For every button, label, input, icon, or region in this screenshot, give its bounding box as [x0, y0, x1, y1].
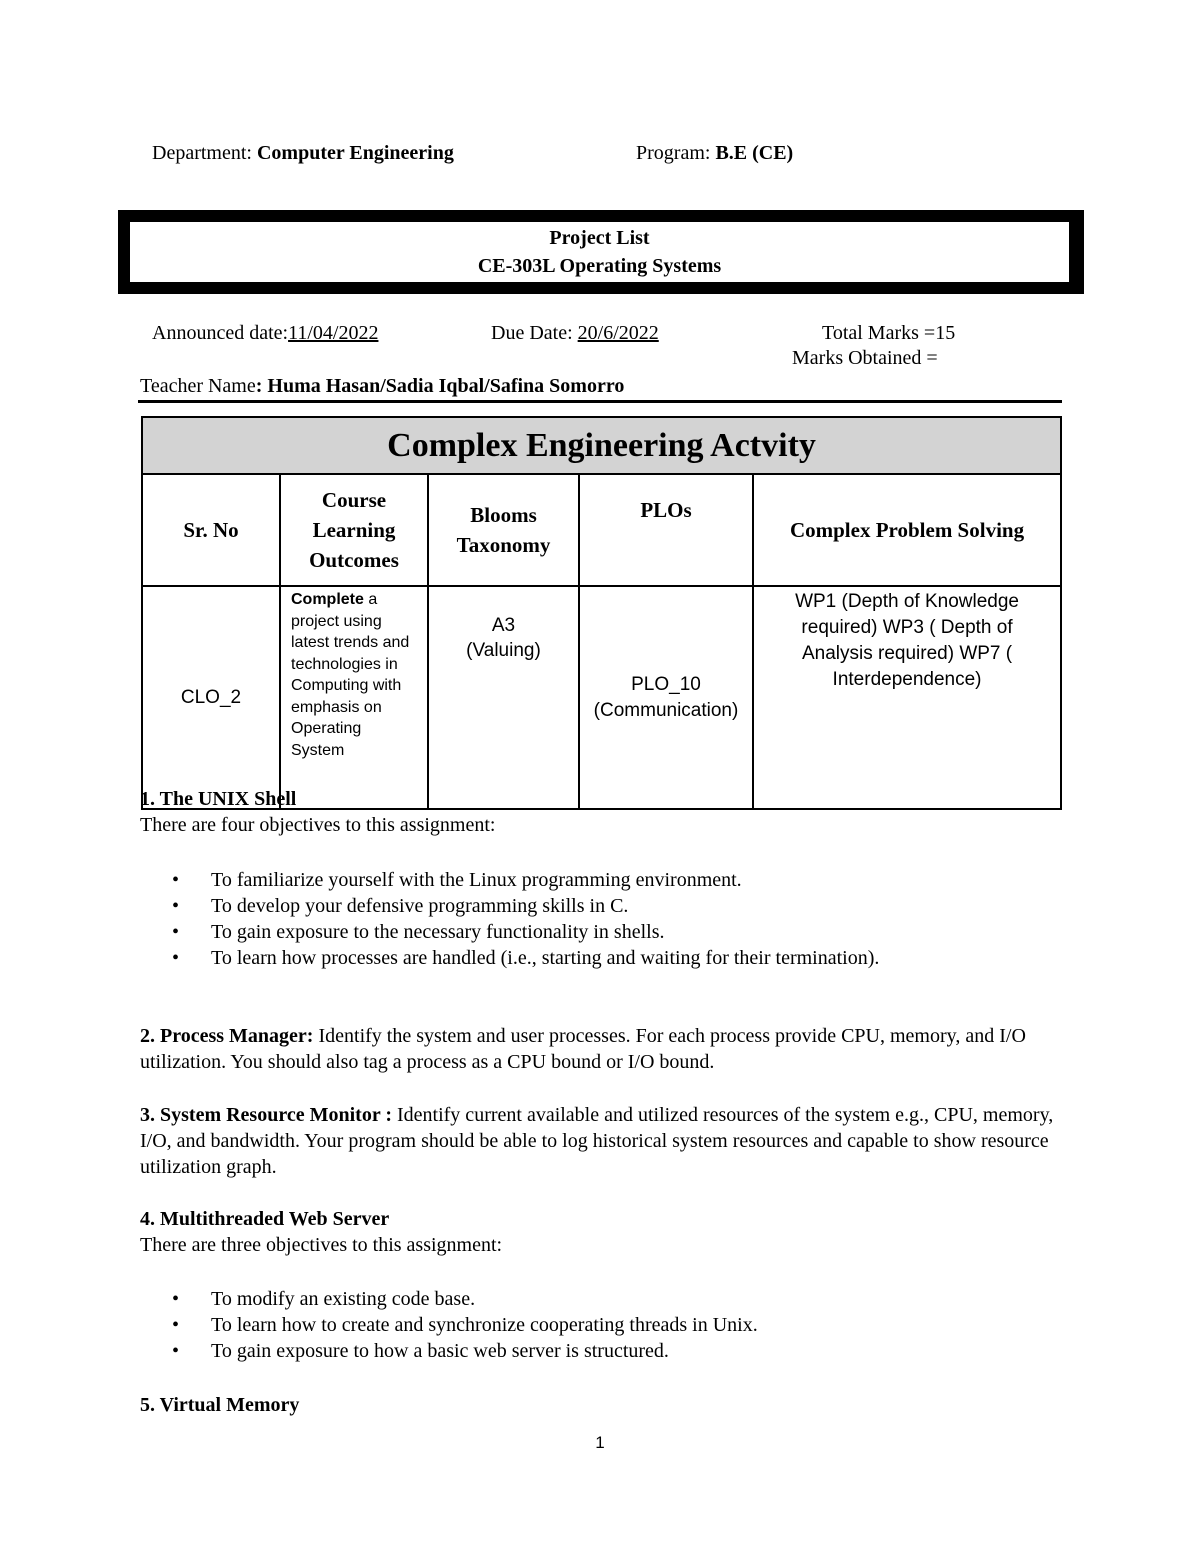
announced-date: [152, 322, 378, 345]
announced-value: 11/04/2022: [288, 322, 379, 344]
department-value: Computer Engineering: [256, 142, 454, 164]
section-1-bullets: [140, 867, 1060, 971]
section-4: [140, 1206, 1060, 1258]
section-4-title: 4. Multithreaded Web Server: [140, 1208, 390, 1230]
blooms-name: (Valuing): [466, 640, 541, 661]
program-value: B.E (CE): [715, 142, 794, 164]
department-label: Department:: [152, 142, 257, 164]
title-box: [118, 210, 1084, 294]
teacher-value: : Huma Hasan/Sadia Iqbal/Safina Somorro: [255, 375, 625, 397]
section-2-text: Identify the system and user processes. For each process provide CPU, memory, and I/O utilization. You should also tag a process as a CPU bound or I/O bound.: [140, 1025, 1026, 1073]
program-label: Program:: [636, 142, 716, 164]
complex-engineering-table: [141, 416, 1062, 810]
list-item: • To familiarize yourself with the Linux programming environment.: [140, 867, 1060, 893]
section-4-intro: There are three objectives to this assignment:: [140, 1234, 503, 1256]
column-header: Course Learning Outcomes: [280, 474, 428, 586]
plo-code: PLO_10: [631, 673, 701, 695]
section-3-title: 3. System Resource Monitor :: [140, 1104, 392, 1126]
blooms-level: A3: [491, 615, 516, 636]
divider-rule: [138, 400, 1062, 403]
blooms-cell: [428, 586, 579, 809]
plo-name: (Communication): [593, 699, 739, 721]
table-row: [142, 586, 1061, 809]
section-5: [140, 1392, 1060, 1418]
section-1: [140, 786, 1060, 838]
clo-bold: Complete: [291, 591, 364, 608]
section-2: [140, 1023, 1060, 1075]
column-header: PLOs: [579, 474, 753, 586]
list-item: • To develop your defensive programming skills in C.: [140, 893, 1060, 919]
title-line-2: CE-303L Operating Systems: [477, 255, 722, 277]
due-date: [491, 322, 659, 345]
section-1-title: 1. The UNIX Shell: [140, 788, 297, 810]
teacher-name: [140, 375, 624, 398]
section-5-title: 5. Virtual Memory: [140, 1394, 300, 1416]
list-item: • To gain exposure to how a basic web server is structured.: [140, 1338, 1060, 1364]
section-1-intro: There are four objectives to this assignment:: [140, 814, 496, 836]
column-header: Blooms Taxonomy: [428, 474, 579, 586]
section-2-title: 2. Process Manager:: [140, 1025, 314, 1047]
clo-cell: [280, 586, 428, 809]
due-value: 20/6/2022: [577, 322, 659, 344]
marks-obtained: Marks Obtained =: [792, 347, 938, 369]
table-heading: Complex Engineering Actvity: [142, 417, 1061, 474]
column-header: Sr. No: [142, 474, 280, 586]
announced-label: Announced date:: [152, 322, 289, 344]
total-marks: Total Marks =15: [822, 322, 956, 344]
list-item: • To modify an existing code base.: [140, 1286, 1060, 1312]
list-item: • To learn how to create and synchronize cooperating threads in Unix.: [140, 1312, 1060, 1338]
list-item: • To gain exposure to the necessary functionality in shells.: [140, 919, 1060, 945]
program-line: [636, 142, 793, 165]
section-4-bullets: [140, 1286, 1060, 1364]
sr-no-cell: CLO_2: [142, 586, 280, 809]
wp-cell: WP1 (Depth of Knowledge required) WP3 ( Depth of Analysis required) WP7 ( Interdependence): [753, 586, 1061, 809]
department-line: [152, 142, 454, 165]
title-line-1: Project List: [549, 227, 650, 249]
section-3-text: Identify current available and utilized resources of the system e.g., CPU, memory, I/O, and bandwidth. Your program should be able to log historical system resources and capable to show resource utilization graph.: [140, 1104, 1054, 1178]
plo-cell: [579, 586, 753, 809]
page-number: 1: [595, 1433, 605, 1452]
column-header: Complex Problem Solving: [753, 474, 1061, 586]
section-3: [140, 1102, 1060, 1180]
due-label: Due Date:: [491, 322, 578, 344]
list-item: • To learn how processes are handled (i.e., starting and waiting for their termination).: [140, 945, 1060, 971]
clo-text: a project using latest trends and technologies in Computing with emphasis on Operating System: [291, 591, 410, 759]
teacher-label: Teacher Name: [140, 375, 256, 397]
